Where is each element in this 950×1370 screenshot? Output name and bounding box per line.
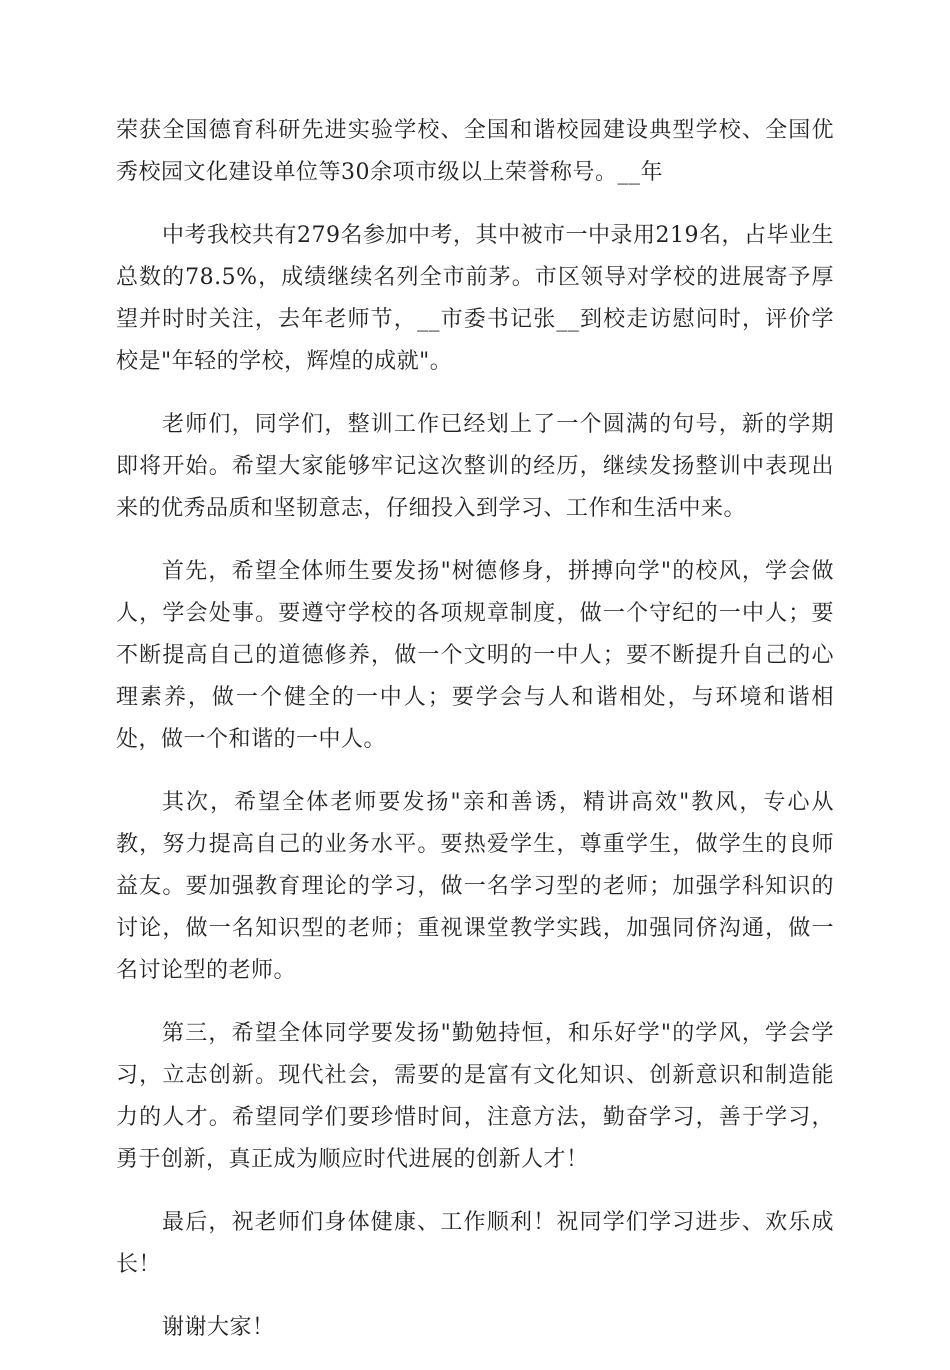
paragraph-best-wishes: 最后，祝老师们身体健康、工作顺利！祝同学们学习进步、欢乐成长！ [116,1210,834,1277]
paragraph-honors-continued: 荣获全国德育科研先进实验学校、全国和谐校园建设典型学校、全国优秀校园文化建设单位等30余项市级以上荣誉称号。__年 [116,118,834,185]
document-body [116,110,834,1370]
paragraph-school-spirit: 首先，希望全体师生要发扬"树德修身，拼搏向学"的校风，学会做人，学会处事。要遵守学校的各项规章制度，做一个守纪的一中人；要不断提高自己的道德修养，做一个文明的一中人；要不断提升自己的心理素养，做一个健全的一中人；要学会与人和谐相处，与环境和谐相处，做一个和谐的一中人。 [116,559,834,752]
paragraph-teaching-style: 其次，希望全体老师要发扬"亲和善诱，精讲高效"教风，专心从教，努力提高自己的业务水平。要热爱学生，尊重学生，做学生的良师益友。要加强教育理论的学习，做一名学习型的老师；加强学科知识的讨论，做一名知识型的老师；重视课堂教学实践，加强同侪沟通，做一名讨论型的老师。 [116,790,834,983]
paragraph-exam-results: 中考我校共有279名参加中考，其中被市一中录用219名，占毕业生总数的78.5%，成绩继续名列全市前茅。市区领导对学校的进展寄予厚望并时时关注，去年老师节，__市委书记张__到校走访慰问时，评价学校是"年轻的学校，辉煌的成就"。 [116,223,834,374]
paragraph-study-style: 第三，希望全体同学要发扬"勤勉持恒，和乐好学"的学风，学会学习，立志创新。现代社会，需要的是富有文化知识、创新意识和制造能力的人才。希望同学们要珍惜时间，注意方法，勤奋学习，善于学习，勇于创新，真正成为顺应时代进展的创新人才！ [116,1021,834,1172]
paragraph-thanks: 谢谢大家！ [162,1315,275,1340]
paragraph-training-end: 老师们，同学们，整训工作已经划上了一个圆满的句号，新的学期即将开始。希望大家能够牢记这次整训的经历，继续发扬整训中表现出来的优秀品质和坚韧意志，仔细投入到学习、工作和生活中来。 [116,412,834,521]
